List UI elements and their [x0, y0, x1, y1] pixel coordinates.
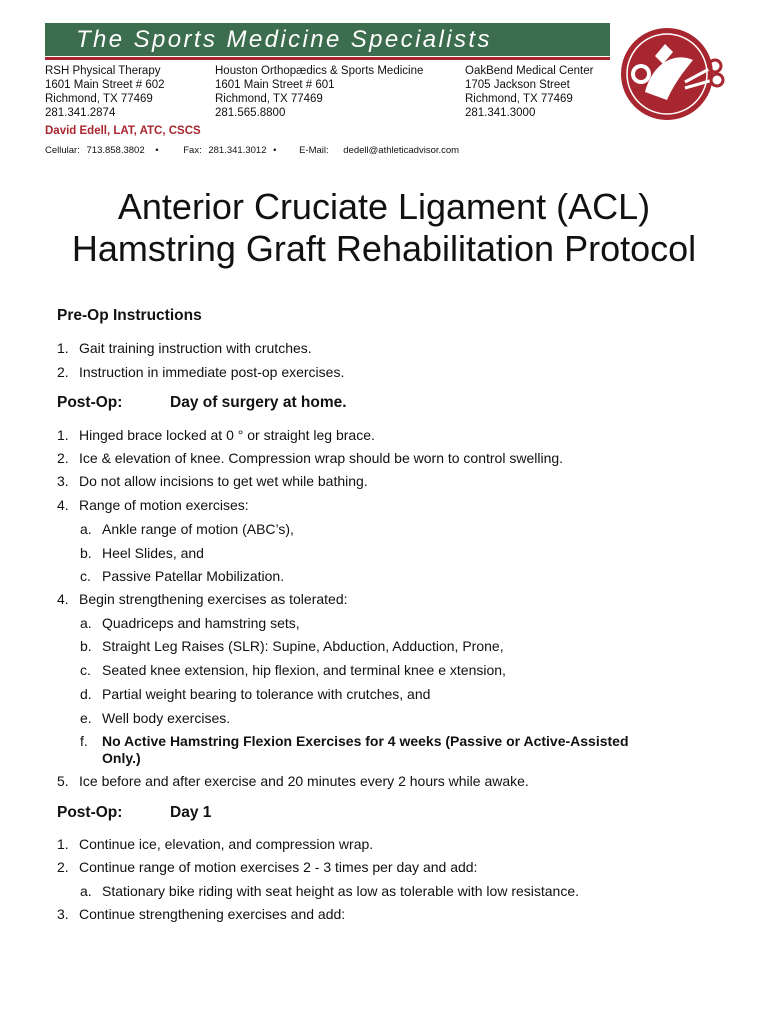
title-line-1: Anterior Cruciate Ligament (ACL)	[117, 186, 651, 227]
fax-label: Fax:	[183, 145, 202, 156]
postop-label: Post-Op:	[57, 394, 123, 411]
postop-day0-heading	[57, 394, 347, 412]
location-phone: 281.341.3000	[465, 107, 536, 119]
list-item: 1. Gait training instruction with crutches.	[57, 340, 312, 356]
list-item: 1. Continue ice, elevation, and compression wrap.	[57, 836, 374, 852]
email-address: dedell@athleticadvisor.com	[343, 145, 460, 156]
sub-list-item: d. Partial weight bearing to tolerance with crutches, and	[80, 686, 431, 702]
sub-list-item: b. Heel Slides, and	[80, 545, 204, 561]
location-city: Richmond, TX 77469	[215, 93, 323, 105]
sub-list-item: a. Quadriceps and hamstring sets,	[80, 615, 300, 631]
page-title	[0, 186, 768, 270]
location-houston-ortho	[215, 64, 423, 120]
list-item: 5. Ice before and after exercise and 20 minutes every 2 hours while awake.	[57, 773, 529, 789]
list-item: 2. Continue range of motion exercises 2 - 3 times per day and add:	[57, 859, 478, 875]
sub-list-item: c. Passive Patellar Mobilization.	[80, 568, 285, 584]
list-item: 1. Hinged brace locked at 0 ° or straight leg brace.	[57, 427, 375, 443]
sub-list-item: a. Ankle range of motion (ABC’s),	[80, 521, 294, 537]
contact-person: David Edell, LAT, ATC, CSCS	[45, 125, 201, 137]
location-street: 1705 Jackson Street	[465, 79, 570, 91]
postop-day1-heading	[57, 804, 211, 822]
postop-day1-title: Day 1	[170, 804, 212, 821]
sub-list-item: c. Seated knee extension, hip flexion, and terminal knee e xtension,	[80, 662, 506, 678]
location-city: Richmond, TX 77469	[45, 93, 153, 105]
location-phone: 281.565.8800	[215, 107, 286, 119]
sub-list-item: e. Well body exercises.	[80, 710, 231, 726]
list-item: 4. Begin strengthening exercises as tolerated:	[57, 591, 348, 607]
location-name: Houston Orthopædics & Sports Medicine	[215, 65, 424, 77]
postop-label: Post-Op:	[57, 804, 123, 821]
title-line-2: Hamstring Graft Rehabilitation Protocol	[71, 228, 697, 269]
contact-line	[45, 145, 459, 156]
location-street: 1601 Main Street # 601	[215, 79, 335, 91]
location-rsh	[45, 64, 165, 120]
sub-list-item-warning-cont: Only.)	[102, 750, 141, 766]
sports-medicine-logo	[615, 22, 727, 122]
list-item: 3. Continue strengthening exercises and add:	[57, 906, 346, 922]
separator: •	[155, 145, 159, 156]
location-phone: 281.341.2874	[45, 107, 116, 119]
header-banner: The Sports Medicine Specialists	[45, 23, 610, 56]
location-city: Richmond, TX 77469	[465, 93, 573, 105]
sub-list-item: a. Stationary bike riding with seat height as low as tolerable with low resistance.	[80, 883, 580, 899]
list-item: 4. Range of motion exercises:	[57, 497, 249, 513]
location-name: OakBend Medical Center	[465, 65, 594, 77]
sub-list-item: b. Straight Leg Raises (SLR): Supine, Abduction, Adduction, Prone,	[80, 638, 504, 654]
sub-list-item-warning: f. No Active Hamstring Flexion Exercises for 4 weeks (Passive or Active-Assisted	[80, 733, 629, 749]
location-name: RSH Physical Therapy	[45, 65, 161, 77]
fax-number: 281.341.3012	[208, 145, 267, 156]
cell-label: Cellular:	[45, 145, 80, 156]
header-rule	[45, 57, 610, 60]
postop-day0-title: Day of surgery at home.	[170, 394, 347, 411]
email-label: E-Mail:	[299, 145, 329, 156]
logo-ball-inner	[635, 68, 647, 80]
preop-heading: Pre-Op Instructions	[57, 307, 202, 324]
cell-number: 713.858.3802	[86, 145, 145, 156]
separator: •	[273, 145, 277, 156]
location-street: 1601 Main Street # 602	[45, 79, 165, 91]
list-item: 2. Instruction in immediate post-op exercises.	[57, 364, 345, 380]
location-oakbend	[465, 64, 593, 120]
list-item: 2. Ice & elevation of knee. Compression wrap should be worn to control swelling.	[57, 450, 564, 466]
list-item: 3. Do not allow incisions to get wet while bathing.	[57, 473, 368, 489]
